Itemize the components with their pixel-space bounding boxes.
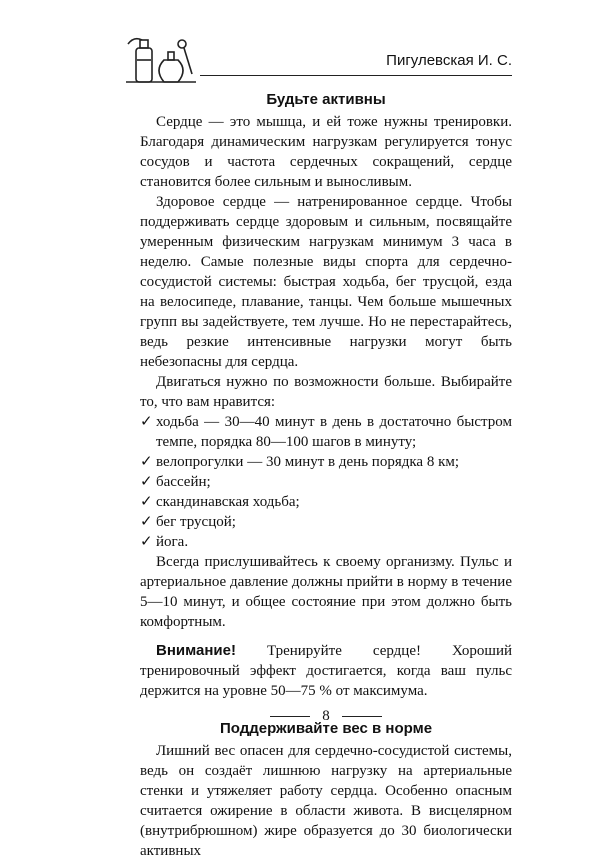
footer-dash-right (342, 716, 382, 717)
list-item: ✓ ходьба — 30—40 минут в день в достаточно быстром темпе, порядка 80—100 шагов в минуту; (140, 414, 512, 450)
list-item: ✓ велопрогулки — 30 минут в день порядка 8 км; (140, 454, 460, 470)
list-item: ✓ бассейн; (140, 474, 211, 490)
paragraph: Лишний вес опасен для сердечно-сосудистой системы, ведь он создаёт лишнюю нагрузку на артериальные стенки и утяжеляет работу сердца. Особенно опасным считается ожирение в области живота. В висцелярном (внутрибрюшном) жире образуется до 30 биологически активных (140, 743, 512, 859)
section-title-be-active: Будьте активны (266, 91, 386, 108)
check-icon: ✓ (140, 534, 153, 550)
check-icon: ✓ (140, 454, 153, 470)
paragraph: Двигаться нужно по возможности больше. Выбирайте то, что вам нравится: (140, 374, 512, 410)
list-item: ✓ скандинавская ходьба; (140, 494, 300, 510)
page-content (140, 86, 512, 861)
list-item: ✓ йога. (140, 534, 189, 550)
warning-text: Тренируйте сердце! Хороший тренировочный эффект достигается, когда ваш пульс держится на уровне 50—75 % от максимума. (140, 643, 512, 699)
footer-dash-left (270, 716, 310, 717)
section-title-weight: Поддерживайте вес в норме (219, 720, 433, 737)
apothecary-bottles-icon (120, 30, 200, 90)
warning-label: Внимание! (156, 642, 236, 659)
check-icon: ✓ (140, 514, 153, 530)
header-rule (200, 75, 512, 76)
paragraph: Всегда прислушивайтесь к своему организму. Пульс и артериальное давление должны прийти в норму в течение 5—10 минут, и общее состояние при этом должно быть комфортным. (140, 554, 512, 630)
check-icon: ✓ (140, 414, 153, 430)
list-item: ✓ бег трусцой; (140, 514, 236, 530)
paragraph: Сердце — это мышца, и ей тоже нужны тренировки. Благодаря динамическим нагрузкам регулируется тонус сосудов и частота сердечных сокращений, сердце становится более сильным и выносливым. (140, 114, 512, 190)
header-author: Пигулевская И. С. (386, 52, 512, 69)
check-icon: ✓ (140, 494, 153, 510)
page-number: 8 (322, 708, 330, 724)
paragraph: Здоровое сердце — натренированное сердце. Чтобы поддерживать сердце здоровым и сильным, посвящайте умеренным физическим нагрузкам минимум 3 часа в неделю. Самые полезные виды спорта для сердечно-сосудистой системы: быстрая ходьба, бег трусцой, езда на велосипеде, плавание, танцы. Чем больше мышечных групп вы задействуете, тем лучше. Но не перестарайтесь, ведь резкие интенсивные нагрузки могут быть небезопасны для сердца. (140, 194, 512, 370)
page-header (120, 30, 520, 90)
warning-paragraph (140, 641, 512, 701)
activity-list (140, 412, 512, 552)
check-icon: ✓ (140, 474, 153, 490)
page-footer (140, 708, 512, 728)
